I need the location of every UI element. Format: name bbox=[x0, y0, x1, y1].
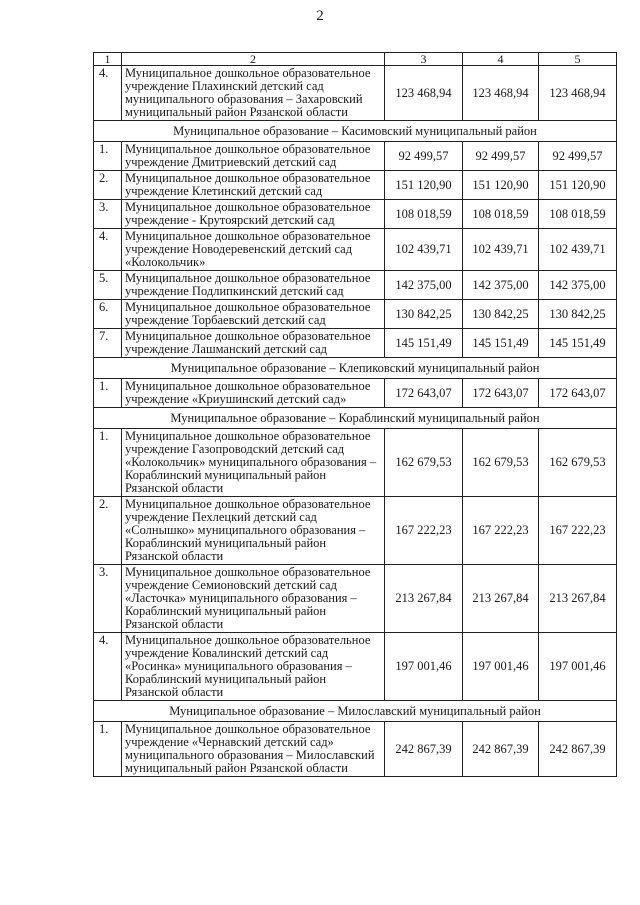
table-row bbox=[94, 142, 617, 171]
row-number: 7. bbox=[94, 329, 122, 358]
institution-name: Муниципальное дошкольное образовательное учреждение Плахинский детский сад муниципального образования – Захаровский муниципальный район Рязанской области bbox=[122, 66, 385, 121]
row-number: 4. bbox=[94, 66, 122, 121]
institution-name: Муниципальное дошкольное образовательное учреждение Клетинский детский сад bbox=[122, 171, 385, 200]
section-row bbox=[94, 408, 617, 429]
table-row bbox=[94, 565, 617, 633]
table-row bbox=[94, 722, 617, 777]
value-col-4: 197 001,46 bbox=[463, 633, 539, 701]
table-row bbox=[94, 429, 617, 497]
institution-name: Муниципальное дошкольное образовательное учреждение «Чернавский детский сад» муниципального образования – Милославский муниципальный район Рязанской области bbox=[122, 722, 385, 777]
institution-name: Муниципальное дошкольное образовательное учреждение Пехлецкий детский сад «Солнышко» муниципального образования – Кораблинский муниципальный район Рязанской области bbox=[122, 497, 385, 565]
value-col-4: 145 151,49 bbox=[463, 329, 539, 358]
section-row bbox=[94, 121, 617, 142]
value-col-4: 92 499,57 bbox=[463, 142, 539, 171]
table-row bbox=[94, 379, 617, 408]
row-number: 3. bbox=[94, 565, 122, 633]
row-number: 1. bbox=[94, 429, 122, 497]
header-row bbox=[94, 53, 617, 66]
section-title: Муниципальное образование – Клепиковский муниципальный район bbox=[94, 358, 617, 379]
column-header: 3 bbox=[385, 53, 463, 66]
value-col-3: 213 267,84 bbox=[385, 565, 463, 633]
institution-name: Муниципальное дошкольное образовательное учреждение Семионовский детский сад «Ласточка» муниципального образования – Кораблинский муниципальный район Рязанской области bbox=[122, 565, 385, 633]
column-header: 5 bbox=[539, 53, 617, 66]
value-col-5: 172 643,07 bbox=[539, 379, 617, 408]
table-row bbox=[94, 300, 617, 329]
value-col-3: 151 120,90 bbox=[385, 171, 463, 200]
value-col-5: 142 375,00 bbox=[539, 271, 617, 300]
institution-name: Муниципальное дошкольное образовательное учреждение - Крутоярский детский сад bbox=[122, 200, 385, 229]
section-row bbox=[94, 701, 617, 722]
value-col-4: 151 120,90 bbox=[463, 171, 539, 200]
value-col-3: 242 867,39 bbox=[385, 722, 463, 777]
section-title: Муниципальное образование – Милославский муниципальный район bbox=[94, 701, 617, 722]
value-col-4: 167 222,23 bbox=[463, 497, 539, 565]
section-title: Муниципальное образование – Касимовский муниципальный район bbox=[94, 121, 617, 142]
value-col-3: 197 001,46 bbox=[385, 633, 463, 701]
row-number: 1. bbox=[94, 142, 122, 171]
institution-name: Муниципальное дошкольное образовательное учреждение Подлипкинский детский сад bbox=[122, 271, 385, 300]
row-number: 3. bbox=[94, 200, 122, 229]
value-col-3: 142 375,00 bbox=[385, 271, 463, 300]
institution-name: Муниципальное дошкольное образовательное учреждение Лашманский детский сад bbox=[122, 329, 385, 358]
column-header: 1 bbox=[94, 53, 122, 66]
value-col-5: 151 120,90 bbox=[539, 171, 617, 200]
value-col-3: 145 151,49 bbox=[385, 329, 463, 358]
institution-name: Муниципальное дошкольное образовательное учреждение Торбаевский детский сад bbox=[122, 300, 385, 329]
value-col-5: 145 151,49 bbox=[539, 329, 617, 358]
value-col-5: 242 867,39 bbox=[539, 722, 617, 777]
table-row bbox=[94, 200, 617, 229]
value-col-4: 130 842,25 bbox=[463, 300, 539, 329]
value-col-5: 130 842,25 bbox=[539, 300, 617, 329]
table-row bbox=[94, 229, 617, 271]
value-col-3: 123 468,94 bbox=[385, 66, 463, 121]
table-body bbox=[94, 53, 617, 777]
table-row bbox=[94, 633, 617, 701]
value-col-5: 108 018,59 bbox=[539, 200, 617, 229]
value-col-5: 123 468,94 bbox=[539, 66, 617, 121]
row-number: 4. bbox=[94, 229, 122, 271]
institution-name: Муниципальное дошкольное образовательное учреждение Ковалинский детский сад «Росинка» муниципального образования – Кораблинский муниципальный район Рязанской области bbox=[122, 633, 385, 701]
value-col-5: 213 267,84 bbox=[539, 565, 617, 633]
data-table bbox=[93, 52, 617, 777]
column-header: 2 bbox=[122, 53, 385, 66]
table-row bbox=[94, 329, 617, 358]
table-row bbox=[94, 497, 617, 565]
value-col-4: 108 018,59 bbox=[463, 200, 539, 229]
value-col-3: 162 679,53 bbox=[385, 429, 463, 497]
row-number: 4. bbox=[94, 633, 122, 701]
value-col-4: 142 375,00 bbox=[463, 271, 539, 300]
value-col-4: 102 439,71 bbox=[463, 229, 539, 271]
section-row bbox=[94, 358, 617, 379]
row-number: 5. bbox=[94, 271, 122, 300]
value-col-5: 162 679,53 bbox=[539, 429, 617, 497]
value-col-5: 102 439,71 bbox=[539, 229, 617, 271]
value-col-3: 102 439,71 bbox=[385, 229, 463, 271]
value-col-4: 242 867,39 bbox=[463, 722, 539, 777]
section-title: Муниципальное образование – Кораблинский муниципальный район bbox=[94, 408, 617, 429]
row-number: 1. bbox=[94, 379, 122, 408]
row-number: 1. bbox=[94, 722, 122, 777]
institution-name: Муниципальное дошкольное образовательное учреждение Газопроводский детский сад «Колокольчик» муниципального образования – Кораблинский муниципальный район Рязанской области bbox=[122, 429, 385, 497]
value-col-3: 167 222,23 bbox=[385, 497, 463, 565]
institution-name: Муниципальное дошкольное образовательное учреждение Новодеревенский детский сад «Колокольчик» bbox=[122, 229, 385, 271]
table-row bbox=[94, 171, 617, 200]
institution-name: Муниципальное дошкольное образовательное учреждение «Криушинский детский сад» bbox=[122, 379, 385, 408]
value-col-5: 167 222,23 bbox=[539, 497, 617, 565]
table-row bbox=[94, 66, 617, 121]
value-col-4: 172 643,07 bbox=[463, 379, 539, 408]
value-col-5: 197 001,46 bbox=[539, 633, 617, 701]
page-number: 2 bbox=[316, 8, 324, 24]
value-col-3: 130 842,25 bbox=[385, 300, 463, 329]
value-col-4: 162 679,53 bbox=[463, 429, 539, 497]
row-number: 6. bbox=[94, 300, 122, 329]
value-col-3: 92 499,57 bbox=[385, 142, 463, 171]
row-number: 2. bbox=[94, 497, 122, 565]
value-col-5: 92 499,57 bbox=[539, 142, 617, 171]
value-col-3: 172 643,07 bbox=[385, 379, 463, 408]
value-col-4: 123 468,94 bbox=[463, 66, 539, 121]
value-col-3: 108 018,59 bbox=[385, 200, 463, 229]
row-number: 2. bbox=[94, 171, 122, 200]
institution-name: Муниципальное дошкольное образовательное учреждение Дмитриевский детский сад bbox=[122, 142, 385, 171]
table-row bbox=[94, 271, 617, 300]
value-col-4: 213 267,84 bbox=[463, 565, 539, 633]
column-header: 4 bbox=[463, 53, 539, 66]
